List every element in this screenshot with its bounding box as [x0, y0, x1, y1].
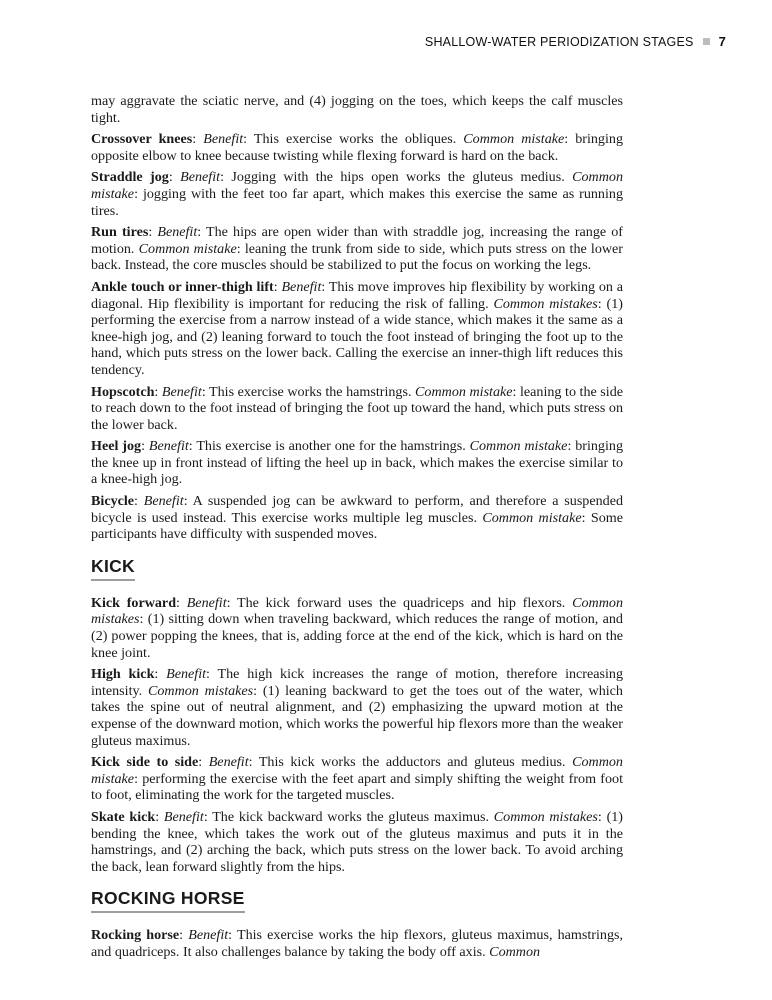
section-heading-kick: KICK — [91, 557, 135, 581]
exercise-name: High kick — [91, 666, 155, 683]
running-header — [425, 34, 726, 49]
exercise-name: Run tires — [91, 224, 149, 241]
mistake-text: bringing the knee up in front instead of lifting the heel up in back, which makes the exercise similar to a knee-high jog. — [91, 438, 623, 488]
mistake-label: Common mistakes — [493, 808, 598, 825]
mistake-label: Common mistake — [463, 131, 565, 148]
exercise-name: Skate kick — [91, 808, 156, 825]
benefit-text: A suspended jog can be awkward to perform, and therefore a suspended bicycle is used instead. This exercise works multiple leg muscles. — [91, 493, 623, 526]
mistake-label: Common mistake — [482, 509, 582, 526]
exercise-entry: Kick forward: Benefit: The kick forward uses the quadriceps and hip flexors. Common mistakes: (1) sitting down when traveling backward, which reduces the range of motion, and (2) power popping the knees, that is, adding force at the end of the kick, which is hard on the knee joint. — [91, 594, 623, 661]
page-body — [91, 93, 623, 966]
benefit-label: Benefit — [143, 493, 184, 510]
benefit-text: The high kick increases the range of motion, therefore increasing intensity. — [91, 666, 623, 699]
mistake-label: Common mistake — [415, 383, 513, 400]
rocking-heading-wrap — [91, 880, 623, 927]
benefit-label: Benefit — [157, 224, 198, 241]
exercise-entry: Crossover knees: Benefit: This exercise works the obliques. Common mistake: bringing opposite elbow to knee because twisting while flexing forward is hard on the back. — [91, 131, 623, 164]
mistake-label: Common mistakes — [147, 682, 254, 699]
benefit-label: Benefit — [281, 278, 322, 295]
benefit-label: Benefit — [203, 131, 244, 148]
exercise-name: Bicycle — [91, 493, 135, 510]
exercise-name: Kick side to side — [91, 754, 199, 771]
exercise-name: Kick forward — [91, 594, 177, 611]
exercise-entry: Heel jog: Benefit: This exercise is another one for the hamstrings. Common mistake: bringing the knee up in front instead of lifting the heel up in back, which makes the exercise similar to a knee-high jog. — [91, 438, 623, 488]
benefit-text: The hips are open wider than with straddle jog, increasing the range of motion. — [91, 224, 623, 257]
mistake-text: bringing opposite elbow to knee because twisting while flexing forward is hard on the back. — [91, 131, 623, 164]
kick-heading-wrap — [91, 548, 623, 595]
benefit-text: This kick works the adductors and gluteus medius. — [258, 754, 566, 771]
mistake-label: Common mistakes — [91, 594, 623, 628]
benefit-text: The kick backward works the gluteus maximus. — [212, 808, 490, 825]
benefit-label: Benefit — [208, 754, 249, 771]
exercise-entry-rocking-horse: Rocking horse: Benefit: This exercise works the hip flexors, gluteus maximus, hamstrings, and quadriceps. It also challenges balance by taking the body off axis. Common — [91, 927, 623, 960]
section-heading-rocking-horse: ROCKING HORSE — [91, 889, 245, 913]
benefit-text: This move improves hip flexibility by working on a diagonal. Hip flexibility is important for reducing the risk of falling. — [91, 278, 623, 312]
exercise-entry: Straddle jog: Benefit: Jogging with the hips open works the gluteus medius. Common mistake: jogging with the feet too far apart, which makes this exercise the same as running tires. — [91, 169, 623, 219]
exercise-entry: Kick side to side: Benefit: This kick works the adductors and gluteus medius. Common mistake: performing the exercise with the feet apart and simply shifting the weight from foot to foot, eliminating the work for the targeted muscles. — [91, 754, 623, 804]
exercise-name: Heel jog — [91, 438, 142, 455]
page-number: 7 — [718, 34, 726, 49]
mistake-text: (1) leaning backward to get the toes out of the water, which takes the spine out of neutral alignment, and (2) emphasizing the upward motion at the expense of the downward motion, which works the powerful hip flexors more than the weaker gluteus maximus. — [91, 682, 623, 749]
mistake-text: (1) performing the exercise from a narrow instead of a wide stance, which makes it the same as a knee-high jog, and (2) leaning forward to touch the foot instead of bringing the foot up to the hand, which puts stress on the lower back. Calling the exercise an inner-thigh lift reduces this tendency. — [91, 295, 623, 378]
benefit-text: This exercise works the hamstrings. — [209, 383, 412, 400]
running-title: SHALLOW-WATER PERIODIZATION STAGES — [424, 34, 694, 49]
exercise-entry: High kick: Benefit: The high kick increases the range of motion, therefore increasing intensity. Common mistakes: (1) leaning backward to get the toes out of the water, which takes the spine out of neutral alignment, and (2) emphasizing the upward motion at the expense of the downward motion, which works the powerful hip flexors more than the weaker gluteus maximus. — [91, 666, 623, 749]
exercise-name: Rocking horse — [91, 927, 180, 944]
mistake-text: (1) bending the knee, which takes the work out of the gluteus maximus and puts it in the hamstrings, and (2) arching the back, which puts stress on the lower back. To avoid arching the back, lean forward slightly from the hips. — [91, 808, 623, 875]
benefit-label: Benefit — [186, 594, 227, 611]
benefit-label: Benefit — [161, 383, 202, 400]
benefit-label: Benefit — [188, 927, 229, 944]
jog-exercise-list — [91, 131, 623, 543]
benefit-text: This exercise works the hip flexors, gluteus maximus, hamstrings, and quadriceps. It also challenges balance by taking the body off axis. — [91, 927, 623, 960]
exercise-name: Crossover knees — [91, 131, 193, 148]
mistake-label-trailing: Common — [489, 943, 541, 960]
header-separator — [703, 38, 710, 45]
exercise-entry: Skate kick: Benefit: The kick backward works the gluteus maximus. Common mistakes: (1) bending the knee, which takes the work out of the gluteus maximus and puts it in the hamstrings, and (2) arching the back, which puts stress on the lower back. To avoid arching the back, lean forward slightly from the hips. — [91, 808, 623, 875]
mistake-text: performing the exercise with the feet apart and simply shifting the weight from foot to foot, eliminating the work for the targeted muscles. — [91, 770, 623, 804]
mistake-text: (1) sitting down when traveling backward, which reduces the range of motion, and (2) power popping the knees, that is, adding force at the end of the kick, which is hard on the knee joint. — [91, 611, 623, 661]
mistake-label: Common mistake — [91, 754, 623, 787]
benefit-text: The kick forward uses the quadriceps and hip flexors. — [237, 594, 566, 611]
exercise-entry: Run tires: Benefit: The hips are open wider than with straddle jog, increasing the range of motion. Common mistake: leaning the trunk from side to side, which puts stress on the lower back. Instead, the core muscles should be stabilized to put the focus on working the legs. — [91, 224, 623, 274]
benefit-text: This exercise is another one for the hamstrings. — [196, 438, 466, 455]
exercise-entry: Ankle touch or inner-thigh lift: Benefit: This move improves hip flexibility by working on a diagonal. Hip flexibility is important for reducing the risk of falling. Common mistakes: (1) performing the exercise from a narrow instead of a wide stance, which makes it the same as a knee-high jog, and (2) leaning forward to touch the foot instead of bringing the foot up to the hand, which puts stress on the lower back. Calling the exercise an inner-thigh lift reduces this tendency. — [91, 278, 623, 378]
mistake-text: leaning the trunk from side to side, which puts stress on the lower back. Instead, the core muscles should be stabilized to put the focus on working the legs. — [91, 240, 623, 274]
mistake-text: jogging with the feet too far apart, which makes this exercise the same as running tires. — [91, 185, 623, 219]
kick-exercise-list — [91, 595, 623, 876]
benefit-text: Jogging with the hips open works the gluteus medius. — [231, 169, 565, 186]
exercise-name: Ankle touch or inner-thigh lift — [91, 278, 274, 295]
exercise-name: Straddle jog — [91, 169, 169, 186]
benefit-text: This exercise works the obliques. — [253, 131, 457, 148]
benefit-label: Benefit — [163, 808, 204, 825]
mistake-label: Common mistake — [469, 438, 568, 455]
intro-paragraph: may aggravate the sciatic nerve, and (4) jogging on the toes, which keeps the calf muscles tight. — [91, 93, 623, 126]
mistake-label: Common mistake — [91, 169, 623, 202]
benefit-label: Benefit — [166, 666, 207, 683]
mistake-label: Common mistakes — [493, 295, 598, 312]
exercise-name: Hopscotch — [91, 383, 155, 400]
benefit-label: Benefit — [148, 438, 189, 455]
benefit-label: Benefit — [180, 169, 221, 186]
exercise-entry: Bicycle: Benefit: A suspended jog can be awkward to perform, and therefore a suspended bicycle is used instead. This exercise works multiple leg muscles. Common mistake: Some participants have difficulty with suspended moves. — [91, 493, 623, 543]
mistake-text: leaning to the side to reach down to the foot instead of bringing the foot up toward the hand, which puts stress on the lower back. — [91, 383, 623, 433]
mistake-text: Some participants have difficulty with suspended moves. — [91, 509, 623, 543]
mistake-label: Common mistake — [138, 240, 237, 257]
exercise-entry: Hopscotch: Benefit: This exercise works the hamstrings. Common mistake: leaning to the side to reach down to the foot instead of bringing the foot up toward the hand, which puts stress on the lower back. — [91, 383, 623, 433]
